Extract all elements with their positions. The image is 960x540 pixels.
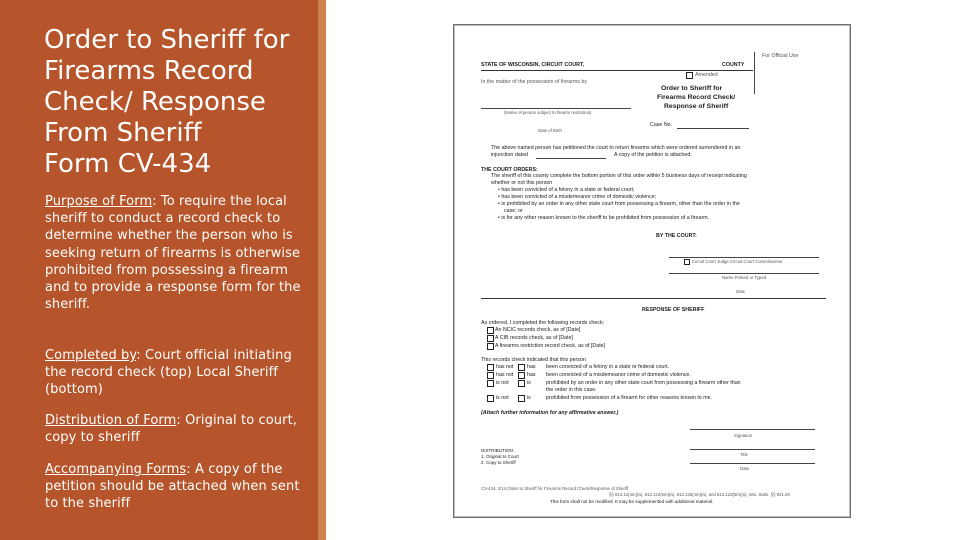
completed-by-text: : Court official initiating the record check (top) Local Sheriff (bottom) xyxy=(45,348,292,398)
distribution-text: : Original to court, copy to sheriff xyxy=(45,413,298,446)
check-label: An NCIC records check, as of [Date] xyxy=(495,327,581,333)
completed-by-label: Completed by xyxy=(45,348,137,363)
injunction-date-line xyxy=(536,158,606,159)
orders-intro-1: The sheriff of this county complete the bottom portion of this order within 5 business days of receipt indicating xyxy=(491,173,747,179)
result-checkbox xyxy=(518,395,525,402)
court-header: STATE OF WISCONSIN, CIRCUIT COURT, xyxy=(481,62,585,68)
purpose-text: : To require the local sheriff to conduct a record check to determine whether the person who is seeking return of firearms is otherwise prohibited from possessing a firearm and to provide a response form for the sheriff. xyxy=(45,194,301,313)
petition-text-2: injunction dated xyxy=(491,152,529,158)
check-label: A firearms restriction record check, as of [Date] xyxy=(495,343,606,349)
orders-item-text: has been convicted of a misdemeanor crime of domestic violence; xyxy=(501,194,657,200)
judge-caption: Circuit Court Judge Circuit Court Commissioner xyxy=(692,259,783,264)
orders-item: • has been convicted of a felony in a state or federal court; xyxy=(498,187,635,193)
county-label: COUNTY xyxy=(722,62,745,68)
result-checkbox xyxy=(487,364,494,371)
signature-caption: Signature xyxy=(734,433,753,438)
purpose-section xyxy=(45,193,305,313)
orders-item-continued: case; or xyxy=(504,208,523,214)
attach-note: (Attach further information for any affirmative answer.) xyxy=(481,410,619,416)
result-option-a: has not xyxy=(496,364,514,370)
petition-text-1: The above named person has petitioned the court to return firearms which were ordered surrendered in an xyxy=(491,145,741,151)
signature-line xyxy=(690,429,815,430)
distribution-item: 2. Copy to Sheriff xyxy=(481,460,516,465)
official-use-label: For Official Use xyxy=(762,53,799,59)
result-checkbox xyxy=(518,372,525,379)
matter-of-text: In the matter of the possession of firearms by xyxy=(481,79,587,85)
slide-title-line: Form CV-434 xyxy=(44,149,212,179)
judge-checkbox xyxy=(684,259,690,265)
purpose-label: Purpose of Form xyxy=(45,194,153,209)
result-checkbox xyxy=(518,364,525,371)
check-checkbox xyxy=(487,335,494,342)
orders-item-text: is for any other reason known to the sheriff to be prohibited from possession of a firearm. xyxy=(501,215,710,221)
orders-item-text: is prohibited by an order in any other state court from possessing a firearm, other than the order in the xyxy=(501,201,740,207)
result-checkbox xyxy=(487,395,494,402)
check-result-intro: This records check indicated that this person xyxy=(481,357,586,363)
result-checkbox xyxy=(518,380,525,387)
form-title-1: Order to Sheriff for xyxy=(661,85,723,92)
slide-title-line: Order to Sheriff for xyxy=(44,25,290,55)
result-checkbox xyxy=(487,372,494,379)
panel-divider-stripe xyxy=(318,0,326,540)
result-option-b: is xyxy=(527,395,531,401)
name-printed-caption: Name Printed or Typed xyxy=(722,275,767,280)
response-heading: RESPONSE OF SHERIFF xyxy=(642,307,705,313)
petition-text-3: A copy of the petition is attached. xyxy=(614,152,692,158)
by-the-court-label: BY THE COURT: xyxy=(656,233,697,239)
result-option-b: has xyxy=(527,372,536,378)
result-option-a: is not xyxy=(496,395,509,401)
title-caption: Title xyxy=(740,452,748,457)
slide-title xyxy=(44,25,314,180)
result-text: prohibited from possession of a firearm for other reasons known to me. xyxy=(546,395,713,401)
orders-heading: THE COURT ORDERS: xyxy=(481,167,538,173)
name-line xyxy=(481,108,631,109)
accompanying-label: Accompanying Forms xyxy=(45,462,187,477)
footer-statutes: §§ 813.12(4m)(a), 813.122(5m)(a), 813.125(4m)(a), and 813.123(5m)(a), Wis. Stats. §§ 941.29 xyxy=(609,492,790,497)
orders-intro-2: whether or not this person xyxy=(491,180,553,186)
slide-title-line: Firearms Record xyxy=(44,56,254,86)
form-title-2: Firearms Record Check/ xyxy=(657,94,736,101)
case-no-label: Case No. xyxy=(650,122,673,128)
distribution-item: 1. Original to Court xyxy=(481,454,519,459)
orders-item: • is for any other reason known to the sheriff to be prohibited from possession of a firearm. xyxy=(498,215,710,221)
distribution-section xyxy=(45,412,305,446)
date-line xyxy=(690,463,815,464)
response-intro: As ordered, I completed the following records check: xyxy=(481,320,605,326)
result-option-a: is not xyxy=(496,380,509,386)
slide-title-line: Check/ Response xyxy=(44,87,266,117)
dob-label: Date of Birth xyxy=(538,128,562,133)
result-text-continued: the order in this case. xyxy=(546,387,597,393)
form-image xyxy=(453,24,851,518)
check-label: A CIB records check, as of [Date] xyxy=(495,335,574,341)
result-option-b: has xyxy=(527,364,536,370)
amended-label: Amended xyxy=(695,72,718,78)
result-checkbox xyxy=(487,380,494,387)
amended-checkbox xyxy=(686,72,693,79)
footer-form-id: CV-434, 2/14 Order to Sheriff for Firearms Record Check/Response of Sheriff xyxy=(481,486,629,491)
accompanying-section xyxy=(45,461,305,513)
response-divider xyxy=(481,298,826,299)
name-printed-line xyxy=(669,273,819,274)
orders-item: • has been convicted of a misdemeanor crime of domestic violence; xyxy=(498,194,657,200)
orders-item-text: has been convicted of a felony in a state or federal court; xyxy=(501,187,635,193)
check-checkbox xyxy=(487,343,494,350)
check-checkbox xyxy=(487,327,494,334)
orders-item: • is prohibited by an order in any other state court from possessing a firearm, other than the order in the xyxy=(498,201,740,207)
judge-signature-line xyxy=(669,257,819,258)
slide-title-line: From Sheriff xyxy=(44,118,202,148)
date2-caption: Date xyxy=(740,466,750,471)
form-title-3: Response of Sheriff xyxy=(664,103,729,110)
result-option-a: has not xyxy=(496,372,514,378)
result-text: been convicted of a felony in a state or federal court. xyxy=(546,364,670,370)
distribution-label: Distribution of Form xyxy=(45,413,177,428)
header-rule xyxy=(481,70,753,71)
footer-notice: This form shall not be modified. It may be supplemented with additional material. xyxy=(550,499,714,504)
date-caption: Date xyxy=(736,289,746,294)
result-text: been convicted of a misdemeanor crime of domestic violence. xyxy=(546,372,691,378)
result-text: prohibited by an order in any other state court from possessing a firearm other than xyxy=(546,380,741,386)
accompanying-text: : A copy of the petition should be attached when sent to the sheriff xyxy=(45,462,300,512)
result-option-b: is xyxy=(527,380,531,386)
name-caption: (Name of person subject to firearm restriction) xyxy=(504,110,592,115)
completed-by-section xyxy=(45,347,305,399)
case-no-line xyxy=(677,128,749,129)
official-use-divider xyxy=(754,52,755,94)
distribution-heading: DISTRIBUTION: xyxy=(481,448,515,453)
title-line xyxy=(690,449,815,450)
